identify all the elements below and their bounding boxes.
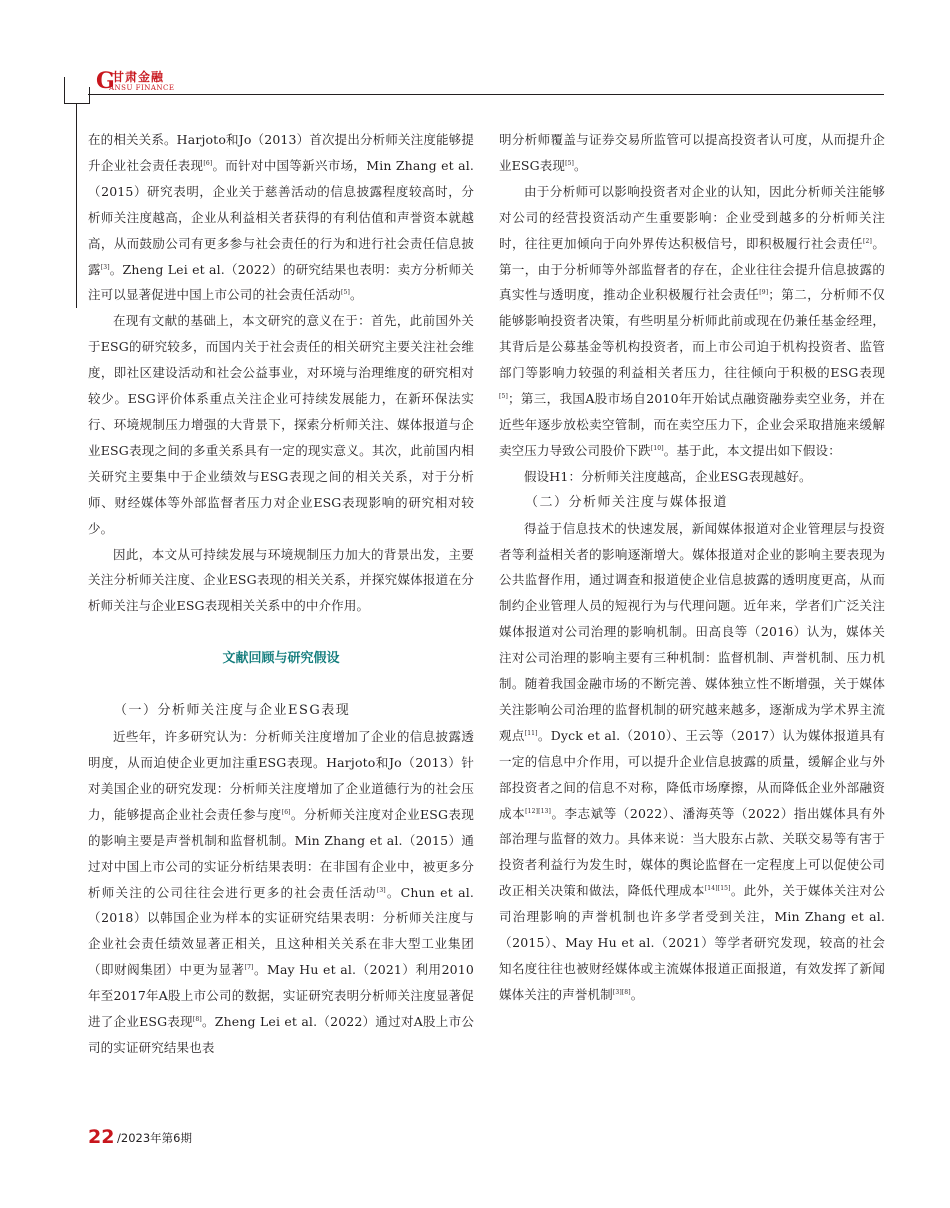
issue-label: /2023年第6期 bbox=[117, 1131, 192, 1145]
paragraph: 在的相关关系。Harjoto和Jo（2013）首次提出分析师关注度能够提升企业社会责任表现[ $^6$ ] 。而针对中国等新兴市场，Min Zhang et al.（2015）研究表明，企业关于慈善活动的信息披露程度较高时，分析师关注度越高，企业从利益相关者获得的有利估值和声誉资本就越高，从而鼓励公司有更多参与社会责任的行为和进行社会责任信息披露[ $^3$ ] 。Zheng Lei et al.（2022）的研究结果也表明：卖方分析师关注可以显著促进中国上市公司的社会责任活动[ $^5$ ] 。 bbox=[88, 127, 474, 308]
paragraph: 由于分析师可以影响投资者对企业的认知，因此分析师关注能够对公司的经营投资活动产生重要影响：企业受到越多的分析师关注时，往往更加倾向于向外界传达积极信号，即积极履行社会责任[ $^2$ ] 。第一，由于分析师等外部监督者的存在，企业往往会提升信息披露的真实性与透明度，推动企业积极履行社会责任[ $^9$ ] ；第二，分析师不仅能够影响投资者决策，有些明星分析师此前或现在仍兼任基金经理，其背后是公募基金等机构投资者，而上市公司迫于机构投资者、监管部门等影响力较强的利益相关者压力，往往倾向于积极的ESG表现[ $^5$ ] ；第三，我国A股市场自2010年开始试点融资融券卖空业务，并在近些年逐步放松卖空管制，而在卖空压力下，企业会采取措施来缓解卖空压力导致公司股价下跌[ $^{10}$ ] 。基于此，本文提出如下假设： bbox=[499, 179, 885, 464]
paragraph: 因此，本文从可持续发展与环境规制压力加大的背景出发，主要关注分析师关注度、企业ESG表现的相关关系，并探究媒体报道在分析师关注与企业ESG表现相关关系中的中介作用。 bbox=[88, 546, 474, 614]
paragraph: 明分析师覆盖与证券交易所监管可以提高投资者认可度，从而提升企业ESG表现[ $^5$ ] 。 bbox=[499, 127, 885, 179]
header-rule bbox=[88, 94, 884, 95]
logo-letter: G bbox=[96, 68, 115, 94]
citation-ref[interactable]: [ $^{10}$ ] bbox=[651, 445, 664, 452]
citation-ref[interactable]: [ $^5$ ] bbox=[341, 289, 350, 296]
citation-ref[interactable]: [ $^3$ ] bbox=[377, 887, 386, 894]
citation-ref[interactable]: [ $^3$ ] bbox=[101, 264, 110, 271]
left-column bbox=[88, 127, 474, 1061]
section-heading: 文献回顾与研究假设 bbox=[222, 651, 340, 667]
paragraph: 近些年，许多研究认为：分析师关注度增加了企业的信息披露透明度，从而迫使企业更加注重ESG表现。Harjoto和Jo（2013）针对美国企业的研究发现：分析师关注度增加了企业道德行为的社会压力，能够提高企业社会责任参与度[ $^6$ ] 。分析师关注度对企业ESG表现的影响主要是声誉机制和监督机制。Min Zhang et al.（2015）通过对中国上市公司的实证分析结果表明：在非国有企业中，被更多分析师关注的公司往往会进行更多的社会责任活动[ $^3$ ] 。Chun et al.（2018）以韩国企业为样本的实证研究结果表明：分析师关注度与企业社会责任绩效显著正相关，且这种相关关系在非大型工业集团（即财阀集团）中更为显著[ $^7$ ] 。May Hu et al.（2021）利用2010年至2017年A股上市公司的数据，实证研究表明分析师关注度显著促进了企业ESG表现[ $^8$ ] 。Zheng Lei et al.（2022）通过对A股上市公司的实证研究结果也表 bbox=[88, 724, 474, 1061]
subsection-heading: （一）分析师关注度与企业ESG表现 bbox=[114, 703, 351, 719]
citation-ref[interactable]: [ $^9$ ] bbox=[759, 289, 768, 296]
citation-ref[interactable]: [ $^2$ ] bbox=[863, 238, 872, 245]
citation-ref[interactable]: [ $^{12][13}$ ] bbox=[525, 808, 551, 815]
right-column bbox=[499, 127, 885, 1008]
paragraph: 在现有文献的基础上，本文研究的意义在于：首先，此前国外关于ESG的研究较多，而国内关于社会责任的相关研究主要关注社会维度，即社区建设活动和社会公益事业，对环境与治理维度的研究相对较少。ESG评价体系重点关注企业可持续发展能力，在新环保法实行、环境规制压力增强的大背景下，探索分析师关注、媒体报道与企业ESG表现之间的多重关系具有一定的现实意义。其次，此前国内相关研究主要集中于企业绩效与ESG表现之间的相关关系，对于分析师、财经媒体等外部监督者压力对企业ESG表现影响的研究相对较少。 bbox=[88, 313, 474, 536]
paragraph: 得益于信息技术的快速发展，新闻媒体报道对企业管理层与投资者等利益相关者的影响逐渐增大。媒体报道对企业的影响主要表现为公共监督作用，通过调查和报道使企业信息披露的透明度更高，从而制约企业管理人员的短视行为与代理问题。近年来，学者们广泛关注媒体报道对公司治理的影响机制。田高良等（2016）认为，媒体关注对公司治理的影响主要有三种机制：监督机制、声誉机制、压力机制。随着我国金融市场的不断完善、媒体独立性不断增强，关于媒体关注影响公司治理的监督机制的研究越来越多，逐渐成为学术界主流观点[ $^{11}$ ] 。Dyck et al.（2010）、王云等（2017）认为媒体报道具有一定的信息中介作用，可以提升企业信息披露的质量，缓解企业与外部投资者之间的信息不对称，降低市场摩擦，从而降低企业外部融资成本[ $^{12][13}$ ] 。李志斌等（2022）、潘海英等（2022）指出媒体具有外部治理与监督的效力。具体来说：当大股东占款、关联交易等有害于投资者利益行为发生时，媒体的舆论监督在一定程度上可以促使公司改正相关决策和做法，降低代理成本[ $^{14][15}$ ] 。此外，关于媒体关注对公司治理影响的声誉机制也许多学者受到关注，Min Zhang et al.（2015）、May Hu et al.（2021）等学者研究发现，较高的社会知名度往往也被财经媒体或主流媒体报道正面报道，有效发挥了新闻媒体关注的声誉机制[ $^{3][8}$ ] 。 bbox=[499, 516, 885, 1008]
citation-ref[interactable]: [ $^8$ ] bbox=[193, 1016, 202, 1023]
citation-ref[interactable]: [ $^7$ ] bbox=[245, 964, 254, 971]
citation-ref[interactable]: [ $^5$ ] bbox=[565, 160, 574, 167]
journal-name-cn: 甘肃金融 bbox=[112, 70, 165, 84]
citation-ref[interactable]: [ $^6$ ] bbox=[203, 160, 212, 167]
citation-ref[interactable]: [ $^{14][15}$ ] bbox=[705, 885, 731, 892]
citation-ref[interactable]: [ $^5$ ] bbox=[499, 393, 508, 400]
subsection-heading: （二）分析师关注度与媒体报道 bbox=[525, 494, 729, 510]
citation-ref[interactable]: [ $^{11}$ ] bbox=[525, 730, 538, 737]
hypothesis: 假设H1：分析师关注度越高，企业ESG表现越好。 bbox=[524, 468, 812, 484]
citation-ref[interactable]: [ $^{3][8}$ ] bbox=[613, 989, 631, 996]
corner-decoration bbox=[64, 87, 90, 104]
journal-name-en: ANSU FINANCE bbox=[109, 84, 175, 92]
margin-rule bbox=[76, 103, 77, 308]
citation-ref[interactable]: [ $^6$ ] bbox=[282, 809, 291, 816]
page-number: 22 bbox=[88, 1126, 115, 1148]
